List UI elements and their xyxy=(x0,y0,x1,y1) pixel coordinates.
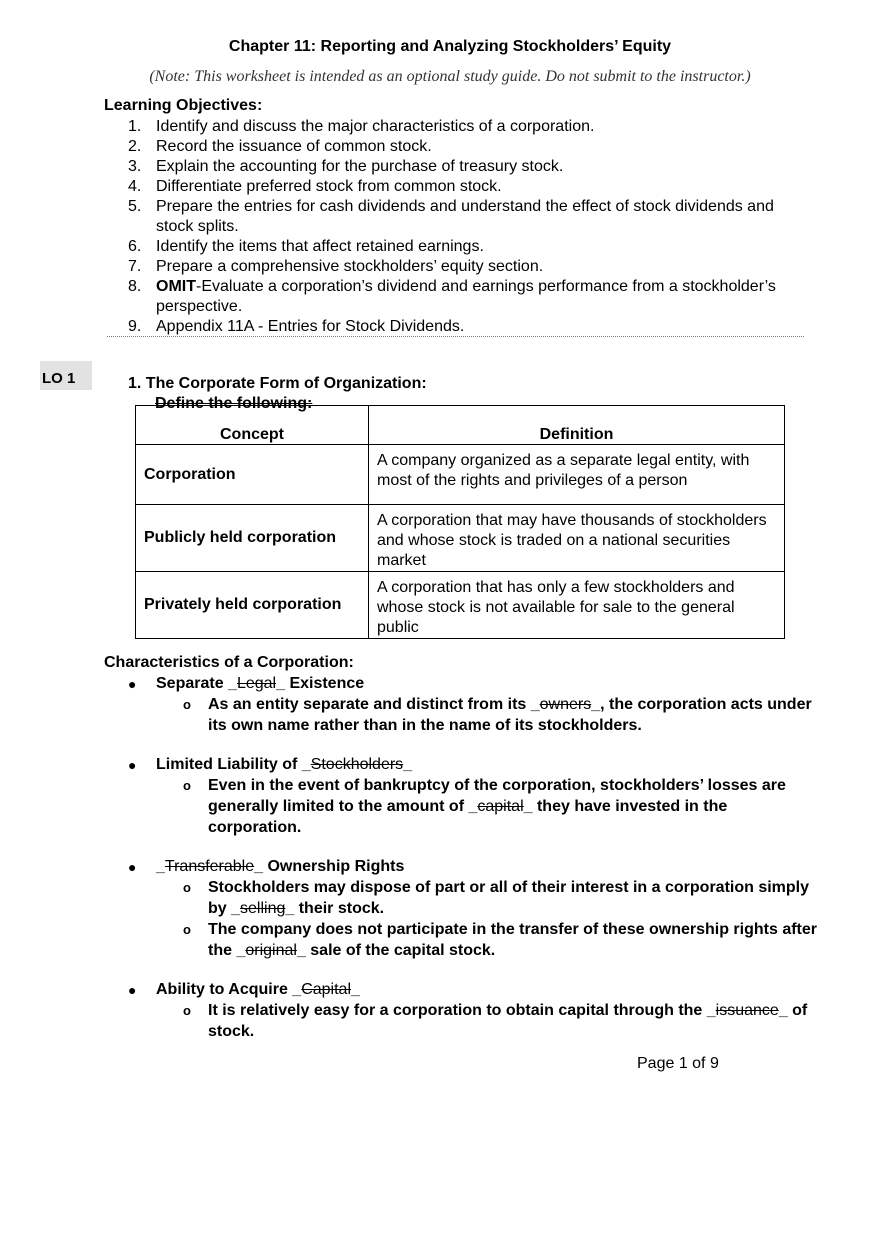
objective-item: 1. Identify and discuss the major characteristics of a corporation. xyxy=(128,118,595,135)
sub-bullet-icon: o xyxy=(183,778,191,793)
learning-objectives-list xyxy=(104,117,804,337)
answer-fill: selling xyxy=(240,900,286,917)
objective-item: 3. Explain the accounting for the purchase of treasury stock. xyxy=(128,158,564,175)
section-divider xyxy=(107,336,804,337)
objective-item: 7. Prepare a comprehensive stockholders’ equity section. xyxy=(128,258,544,275)
objective-item: 6. Identify the items that affect retained earnings. xyxy=(128,238,484,255)
section-heading: 1. The Corporate Form of Organization: xyxy=(128,375,427,392)
table-row xyxy=(136,572,785,639)
objective-item: 4. Differentiate preferred stock from common stock. xyxy=(128,178,502,195)
list-item: ● Separate _Legal_ Existence o As an entity separate and distinct from its _owners_, the corporation acts under its own name rather than in the name of its stockholders. xyxy=(104,674,824,736)
page-number: Page 1 of 9 xyxy=(637,1055,719,1072)
concept-definition-table xyxy=(135,405,785,639)
sub-item: o The company does not participate in the transfer of these ownership rights after the _original_ sale of the capital stock. xyxy=(183,921,817,959)
page-title: Chapter 11: Reporting and Analyzing Stockholders’ Equity xyxy=(228,38,672,55)
sub-item: o As an entity separate and distinct from its _owners_, the corporation acts under its own name rather than in the name of its stockholders. xyxy=(183,696,812,734)
sub-item: o Stockholders may dispose of part or all of their interest in a corporation simply by _selling_ their stock. xyxy=(183,879,810,917)
answer-fill: owners xyxy=(539,696,592,713)
characteristics-heading: Characteristics of a Corporation: xyxy=(104,654,354,671)
define-instruction: Define the following: xyxy=(155,395,313,412)
answer-fill: Capital xyxy=(301,981,352,998)
characteristics-list xyxy=(104,674,824,1061)
list-item: ● Ability to Acquire _Capital_ o It is relatively easy for a corporation to obtain capital through the _issuance_ of stock. xyxy=(104,980,824,1042)
table-row xyxy=(136,445,785,505)
instruction-note: (Note: This worksheet is intended as an optional study guide. Do not submit to the instructor.) xyxy=(149,68,751,85)
list-item: ● Limited Liability of _Stockholders_ o Even in the event of bankruptcy of the corporation, stockholders’ losses are generally limited to the amount of _capital_ they have invested in the corporation. xyxy=(104,755,824,838)
objective-item: 9. Appendix 11A - Entries for Stock Dividends. xyxy=(128,318,465,335)
bullet-icon: ● xyxy=(128,859,137,875)
list-item: ● _Transferable_ Ownership Rights o Stockholders may dispose of part or all of their interest in a corporation simply by _selling_ their stock. o The company does not participate in the transfer of these ownership rights after the _original_ sale of the capital stock. xyxy=(104,857,824,961)
bullet-icon: ● xyxy=(128,676,137,692)
learning-objectives-heading: Learning Objectives: xyxy=(104,97,263,114)
sub-item: o It is relatively easy for a corporation to obtain capital through the _issuance_ of stock. xyxy=(183,1002,808,1040)
lo-margin-tag: LO 1 xyxy=(40,361,92,390)
answer-fill: Legal xyxy=(236,675,277,692)
objective-item: 8. OMIT-Evaluate a corporation’s dividend and earnings performance from a stockholder’s perspective. xyxy=(128,278,776,315)
answer-fill: issuance xyxy=(715,1002,779,1019)
definition-cell: A corporation that may have thousands of stockholders and whose stock is traded on a national securities market xyxy=(369,505,785,572)
column-header-definition: Definition xyxy=(369,406,785,445)
sub-bullet-icon: o xyxy=(183,697,191,712)
answer-fill: Transferable xyxy=(164,858,255,875)
answer-fill: original xyxy=(245,942,297,959)
definition-cell: A corporation that has only a few stockholders and whose stock is not available for sale to the general public xyxy=(369,572,785,639)
sub-bullet-icon: o xyxy=(183,880,191,895)
column-header-concept: Concept xyxy=(136,406,369,445)
bullet-icon: ● xyxy=(128,757,137,773)
sub-bullet-icon: o xyxy=(183,922,191,937)
answer-fill: capital xyxy=(477,798,524,815)
sub-bullet-icon: o xyxy=(183,1003,191,1018)
bullet-icon: ● xyxy=(128,982,137,998)
answer-fill: Stockholders xyxy=(310,756,404,773)
definition-cell: A company organized as a separate legal entity, with most of the rights and privileges of a person xyxy=(369,445,785,505)
sub-item: o Even in the event of bankruptcy of the corporation, stockholders’ losses are generally limited to the amount of _capital_ they have invested in the corporation. xyxy=(183,777,786,836)
concept-cell: Privately held corporation xyxy=(136,572,369,639)
concept-cell: Publicly held corporation xyxy=(136,505,369,572)
objective-item: 2. Record the issuance of common stock. xyxy=(128,138,432,155)
table-row xyxy=(136,505,785,572)
objective-item: 5. Prepare the entries for cash dividends and understand the effect of stock dividends and stock splits. xyxy=(128,198,774,235)
concept-cell: Corporation xyxy=(136,445,369,505)
omit-label: OMIT xyxy=(156,278,196,295)
